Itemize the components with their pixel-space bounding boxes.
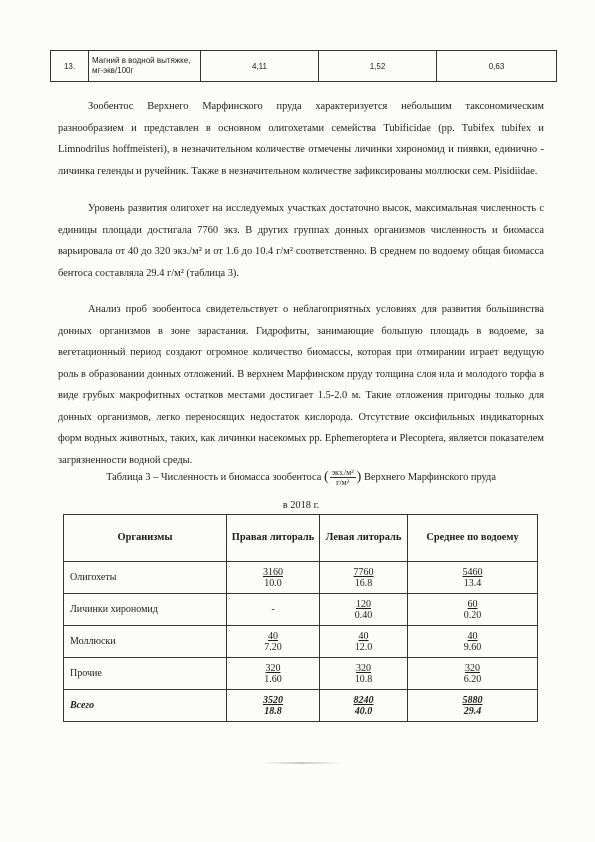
organism-name: Олигохеты — [64, 562, 227, 594]
table-caption: Таблица 3 – Численность и биомасса зообентоса ( $\frac{\text{экз./м²}}{\text{г/м²}}$ ) Верхнего Марфинского пруда — [106, 468, 496, 487]
biomass-value: 16.8 — [354, 577, 373, 589]
right-value-cell — [227, 626, 320, 658]
right-value-cell — [227, 562, 320, 594]
biomass-value: 40.0 — [354, 705, 373, 717]
row-number: 13. — [51, 51, 89, 82]
table-row — [64, 658, 538, 690]
table-row — [64, 594, 538, 626]
biomass-value: 13.4 — [463, 577, 482, 589]
biomass-value: 6.20 — [463, 673, 482, 685]
count-value: - — [271, 604, 275, 615]
count-biomass-pair — [263, 695, 283, 717]
count-value: 40 — [467, 630, 478, 642]
organism-name: Личинки хирономид — [64, 594, 227, 626]
header-organisms: Организмы — [64, 515, 227, 562]
count-value: 8240 — [353, 694, 374, 706]
paragraph-analysis: Анализ проб зообентоса свидетельствует о неблагоприятных условиях для развития большинства донных организмов в зоне зарастания. Гидрофиты, занимающие большую площадь в водоеме, за вегетационный период создают огромное количество биомассы, которая при отмирании играет ведущую роль в образовании донных отложений. В верхнем Марфинском пруду толщина слоя ила и молодого торфа в виде грубых макрофитных остатков местами достигает 1.5-2.0 м. Такие отложения пригодны только для донных организмов, легко переносящих недостаток кислорода. Отсутствие оксифильных индикаторных форм водных животных, таких, как личинки насекомых pp. Ephemeroptera и Plecoptera, является показателем загрязненности водной среды. — [58, 304, 544, 466]
biomass-value: 0.40 — [354, 609, 373, 621]
avg-value-cell — [408, 658, 538, 690]
table-row — [64, 562, 538, 594]
paragraph-oligochaetes: Уровень развития олигохет на исследуемых участках достаточно высок, максимальная численность с единицы площади достигала 7760 экз. В других группах донных организмов численность и биомасса варьировала от 40 до 320 экз./м² и от 1.6 до 10.4 г/м² соответственно. В среднем по водоему общая биомасса бентоса составляла 29.4 г/м² (таблица 3). — [58, 203, 544, 279]
biomass-value: 10.0 — [264, 577, 282, 589]
left-value-cell — [320, 626, 408, 658]
parameter-name: Магний в водной вытяжке, мг-экв/100г — [89, 51, 201, 82]
table-header-row — [64, 515, 538, 562]
count-biomass-pair — [463, 567, 483, 589]
organism-name: Всего — [64, 690, 227, 722]
caption-text: Таблица 3 – Численность и биомасса зообентоса — [106, 471, 322, 483]
value-cell: 0,63 — [437, 51, 557, 82]
units-denominator: г/м² — [336, 478, 350, 487]
count-biomass-pair — [355, 663, 373, 685]
biomass-value: 29.4 — [463, 705, 482, 717]
right-value-cell — [227, 658, 320, 690]
table-row — [51, 51, 557, 82]
value-cell: 4,11 — [201, 51, 319, 82]
biomass-value: 1.60 — [264, 673, 282, 685]
count-value: 3520 — [263, 694, 283, 706]
avg-value-cell — [408, 690, 538, 722]
biomass-value: 0.20 — [463, 609, 482, 621]
header-average: Среднее по водоему — [408, 515, 538, 562]
count-biomass-pair — [264, 631, 282, 653]
avg-value-cell — [408, 562, 538, 594]
table-row — [64, 690, 538, 722]
caption-text-end: Верхнего Марфинского пруда — [363, 471, 496, 483]
count-value: 3160 — [263, 566, 283, 578]
right-value-cell — [227, 594, 320, 626]
caption-year: в 2018 г. — [282, 500, 320, 511]
avg-value-cell — [408, 594, 538, 626]
avg-value-cell — [408, 626, 538, 658]
biomass-value: 7.20 — [264, 641, 282, 653]
right-value-cell — [227, 690, 320, 722]
count-biomass-pair — [354, 567, 374, 589]
count-biomass-pair — [464, 631, 482, 653]
count-biomass-pair — [264, 663, 282, 685]
organism-name: Моллюски — [64, 626, 227, 658]
left-value-cell — [320, 594, 408, 626]
count-biomass-pair — [464, 599, 482, 621]
scan-artifact — [262, 762, 342, 764]
paragraph-zoobenthos: Зообентос Верхнего Марфинского пруда характеризуется небольшим таксономическим разнообразием и представлен в основном олигохетами семейства Tubificidae (pp. Tubifex tubifex и Limnodrilus hoffmeisteri), в незначительном количестве отмечены личинки хирономид и пиявки, единично - личинка геленды и ручейник. Также в незначительном количестве зафиксированы моллюски сем. Pisidiidae. — [58, 101, 544, 177]
top-table-fragment — [50, 50, 557, 82]
biomass-value: 18.8 — [264, 705, 282, 717]
count-value: 40 — [358, 630, 369, 642]
biomass-value: 12.0 — [354, 641, 373, 653]
count-value: 120 — [356, 598, 371, 610]
header-left-littoral: Левая литораль — [320, 515, 408, 562]
left-value-cell — [320, 658, 408, 690]
count-value: 60 — [467, 598, 478, 610]
count-value: 320 — [265, 662, 281, 674]
count-biomass-pair — [355, 599, 373, 621]
count-value: 5880 — [462, 694, 483, 706]
units-numerator: экз./м² — [331, 468, 354, 477]
count-value: 40 — [268, 630, 278, 642]
value-cell: 1,52 — [319, 51, 437, 82]
units-fraction — [330, 468, 356, 487]
biomass-value: 10.8 — [354, 673, 373, 685]
left-value-cell — [320, 690, 408, 722]
count-value: 7760 — [353, 566, 374, 578]
zoobenthos-table — [63, 514, 538, 722]
count-value: 320 — [356, 662, 371, 674]
count-value: 320 — [465, 662, 480, 674]
count-biomass-pair — [354, 695, 374, 717]
count-biomass-pair — [263, 567, 283, 589]
left-value-cell — [320, 562, 408, 594]
biomass-value: 9.60 — [463, 641, 482, 653]
count-value: 5460 — [462, 566, 483, 578]
count-biomass-pair — [464, 663, 482, 685]
count-biomass-pair — [463, 695, 483, 717]
organism-name: Прочие — [64, 658, 227, 690]
header-right-littoral: Правая литораль — [227, 515, 320, 562]
count-biomass-pair — [355, 631, 373, 653]
table-row — [64, 626, 538, 658]
